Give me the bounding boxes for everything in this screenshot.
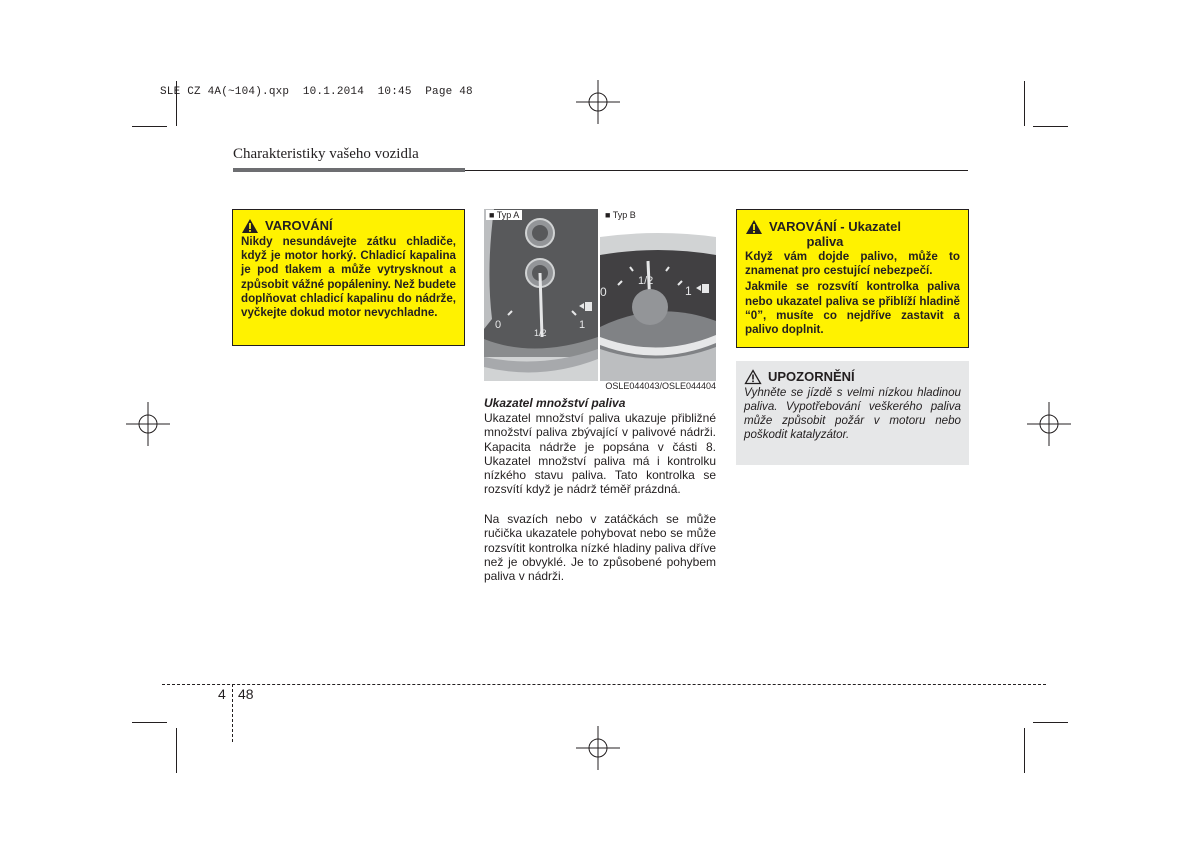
caution-heading bbox=[744, 369, 961, 385]
warning-paragraph-2: Jakmile se rozsvítí kontrolka paliva nebo ukazatel paliva se přiblíží hladině “0”, musíte co nejdříve zastavit a palivo doplnit. bbox=[745, 280, 960, 337]
warning-body: Nikdy nesundávejte zátku chladiče, když je motor horký. Chladicí kapalina je pod tlakem a může vytrysknout a způsobit vážné popáleniny. Než budete doplňovat chladicí kapalinu do nádrže, vyčkejte dokud motor nevychladne. bbox=[241, 235, 456, 320]
page-number: 48 bbox=[238, 686, 254, 702]
warning-triangle-icon bbox=[241, 218, 259, 234]
crop-mark bbox=[132, 126, 167, 127]
header-rule-thin bbox=[465, 170, 968, 171]
fuel-gauge-caption: Ukazatel množství paliva bbox=[484, 396, 626, 410]
registration-mark-icon bbox=[576, 726, 620, 770]
gauge-a-empty-label: 0 bbox=[495, 319, 502, 331]
figure-code: OSLE044043/OSLE044404 bbox=[605, 381, 716, 391]
registration-mark-icon bbox=[126, 402, 170, 446]
crop-mark bbox=[1033, 126, 1068, 127]
warning-coolant-box bbox=[232, 209, 465, 346]
warning-title: VAROVÁNÍ bbox=[265, 218, 333, 233]
crop-mark bbox=[1033, 722, 1068, 723]
section-title: Charakteristiky vašeho vozidla bbox=[233, 146, 419, 162]
registration-mark-icon bbox=[576, 80, 620, 124]
caution-body: Vyhněte se jízdě s velmi nízkou hladinou paliva. Vypotřebování veškerého paliva může způsobit požár v motoru nebo poškodit katalyzátor. bbox=[744, 386, 961, 441]
warning-paragraph-1: Když vám dojde palivo, může to znamenat pro cestující nebezpečí. bbox=[745, 250, 960, 278]
caution-box bbox=[736, 361, 969, 465]
fuel-gauge-paragraph-1: Ukazatel množství paliva ukazuje přibližné množství paliva zbývající v palivové nádrži. Kapacita nádrže je popsána v části 8. Ukazatel množství paliva má i kontrolku nízkého stavu paliva. Tato kontrolka se rozsvítí když je nádrž téměř prázdná. bbox=[484, 411, 716, 497]
footer-rule bbox=[162, 684, 1046, 685]
gauge-a-full-label: 1 bbox=[579, 319, 586, 331]
chapter-number: 4 bbox=[218, 686, 226, 702]
fuel-gauge-illustration bbox=[484, 209, 716, 393]
registration-mark-icon bbox=[1027, 402, 1071, 446]
warning-triangle-icon bbox=[745, 219, 763, 235]
crop-mark bbox=[176, 728, 177, 773]
warning-heading bbox=[745, 219, 960, 249]
header-rule-thick bbox=[233, 168, 465, 172]
warning-heading bbox=[241, 218, 456, 234]
caution-title: UPOZORNĚNÍ bbox=[768, 369, 855, 384]
warning-title: VAROVÁNÍ - Ukazatel bbox=[769, 219, 901, 234]
gauge-b-half-label: 1/2 bbox=[638, 275, 654, 287]
crop-mark bbox=[132, 722, 167, 723]
gauge-b-empty-label: 0 bbox=[600, 285, 607, 299]
type-b-label: ■ Typ B bbox=[602, 210, 639, 220]
type-a-label: ■ Typ A bbox=[486, 210, 522, 220]
warning-title-line-2: paliva bbox=[806, 234, 844, 249]
slug-line: SLE CZ 4A(~104).qxp 10.1.2014 10:45 Page 48 bbox=[160, 86, 473, 98]
crop-mark bbox=[1024, 728, 1025, 773]
fuel-gauge-figure bbox=[484, 209, 716, 393]
gauge-a-half-label: 1/2 bbox=[534, 328, 547, 338]
caution-triangle-icon bbox=[744, 369, 762, 385]
footer-divider bbox=[232, 684, 233, 742]
gauge-b-full-label: 1 bbox=[685, 284, 692, 298]
warning-fuel-box bbox=[736, 209, 969, 348]
fuel-gauge-paragraph-2: Na svazích nebo v zatáčkách se může ručička ukazatele pohybovat nebo se může rozsvítit kontrolka nízké hladiny paliva dříve než je obvyklé. Je to způsobené pohybem paliva v nádrži. bbox=[484, 512, 716, 584]
crop-mark bbox=[1024, 81, 1025, 126]
